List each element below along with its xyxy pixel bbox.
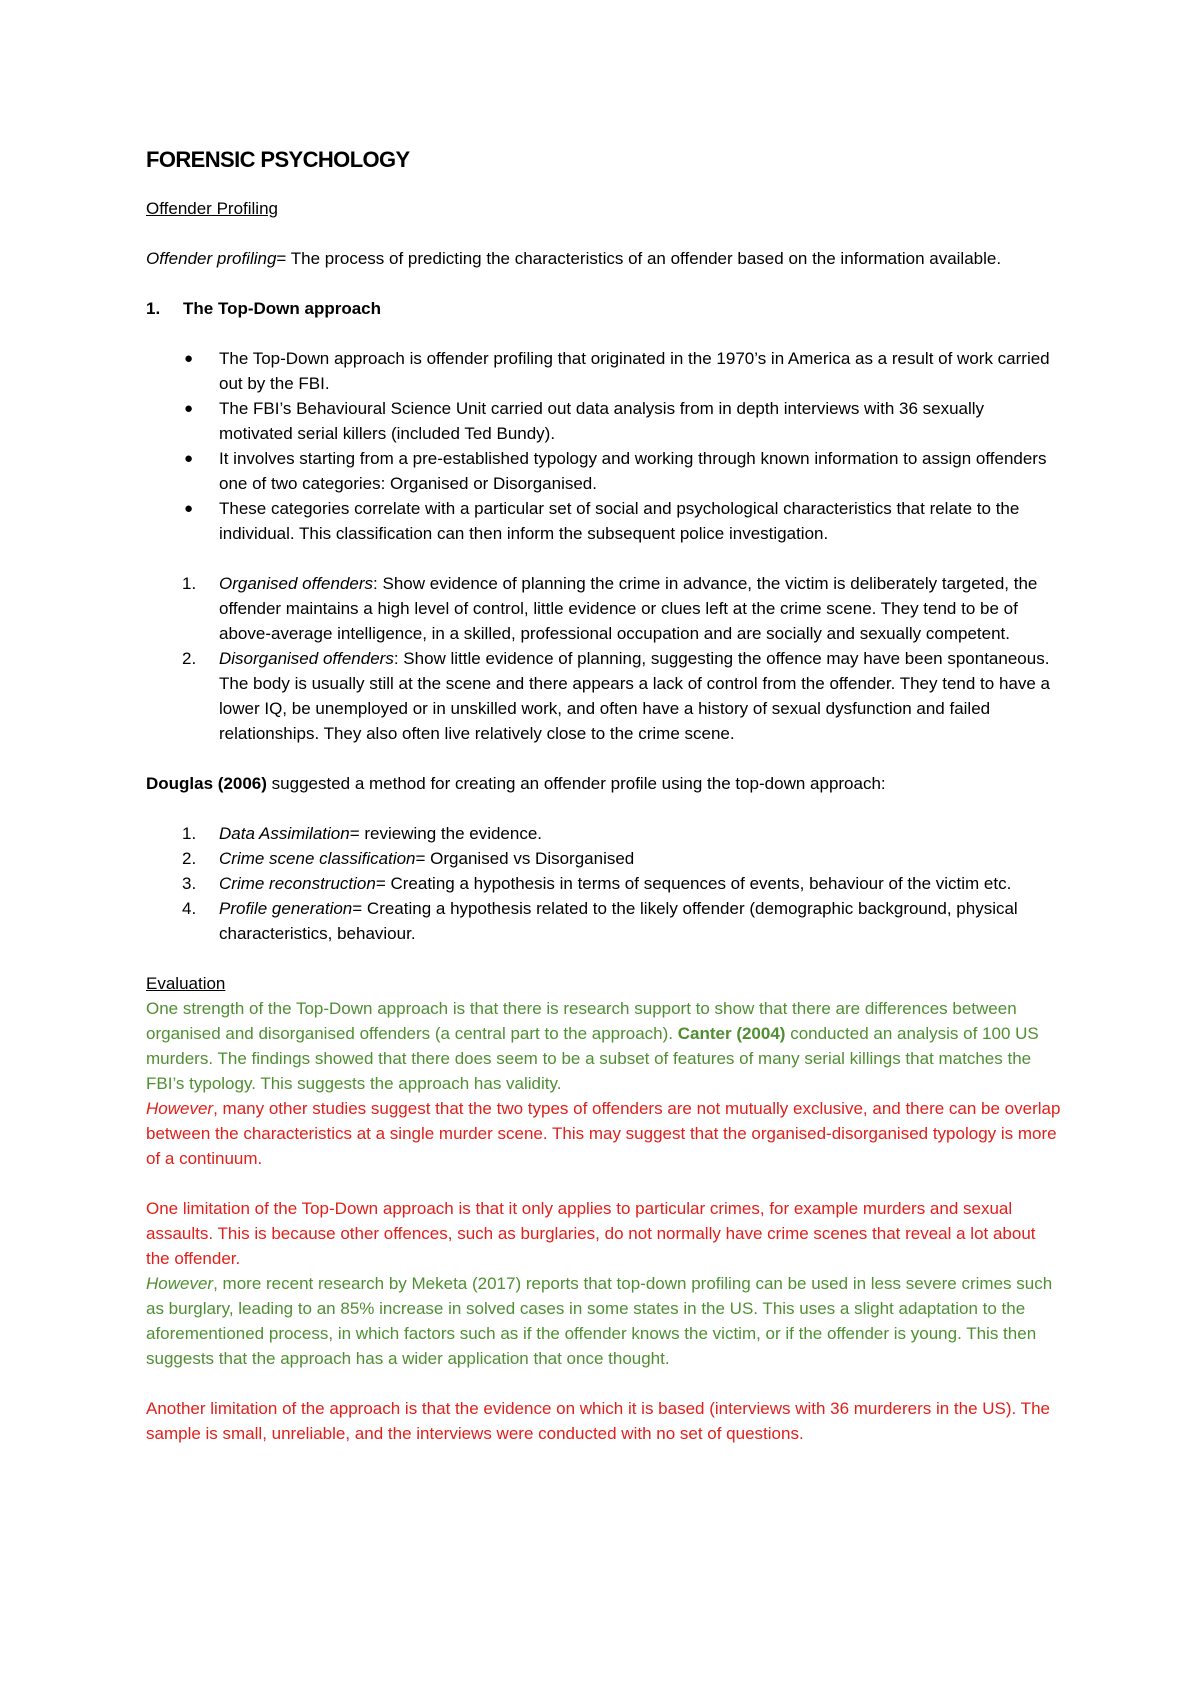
evaluation-strength-paragraph	[146, 996, 1061, 1096]
heading-number: 1.	[146, 299, 161, 318]
offender-type-item	[146, 646, 1061, 746]
document-page	[146, 146, 1061, 1446]
method-step-text: = reviewing the evidence.	[349, 824, 543, 843]
douglas-citation: Douglas (2006)	[146, 774, 267, 793]
item-number: 2.	[182, 649, 197, 668]
method-step-text: = Creating a hypothesis in terms of sequences of events, behaviour of the victim etc.	[375, 874, 1012, 893]
method-steps-list	[146, 821, 1061, 946]
bullet-item	[146, 446, 1061, 496]
bullet-text: The Top-Down approach is offender profiling that originated in the 1970’s in America as a result of work carried out by the FBI.	[219, 349, 1050, 393]
document-title: FORENSIC PSYCHOLOGY	[146, 147, 410, 172]
heading-label: The Top-Down approach	[183, 299, 382, 318]
definition-text: = The process of predicting the characteristics of an offender based on the information available.	[276, 249, 1002, 268]
item-number: 2.	[182, 849, 197, 868]
method-step-item	[146, 846, 1061, 871]
method-step-term: Data Assimilation	[219, 824, 350, 843]
method-step-item	[146, 896, 1061, 946]
bullet-icon: ●	[184, 450, 194, 467]
item-number: 3.	[182, 874, 197, 893]
however-word: However	[146, 1274, 214, 1293]
bullet-text: It involves starting from a pre-established typology and working through known information to assign offenders one of two categories: Organised or Disorganised.	[219, 449, 1047, 493]
evaluation-limitation-block	[146, 1196, 1061, 1371]
bullet-text: The FBI’s Behavioural Science Unit carried out data analysis from in depth interviews with 36 sexually motivated serial killers (included Ted Bundy).	[219, 399, 985, 443]
offender-type-text: : Show evidence of planning the crime in advance, the victim is deliberately targeted, the offender maintains a high level of control, little evidence or clues left at the crime scene. They tend to be of above-average intelligence, in a skilled, professional occupation and are socially and sexually competent.	[219, 574, 1038, 643]
evaluation-counterpoint-paragraph	[146, 1096, 1061, 1171]
definition-term: Offender profiling	[146, 249, 277, 268]
bullet-item	[146, 346, 1061, 396]
method-step-item	[146, 871, 1061, 896]
douglas-paragraph	[146, 771, 1061, 796]
method-step-term: Crime reconstruction	[219, 874, 376, 893]
strength-text-continued: conducted an analysis of 100 US murders. The findings showed that there does seem to be a subset of features of many serial killings that matches the FBI’s typology. This suggests the approach has validity.	[146, 1024, 1039, 1093]
however-word: However	[146, 1099, 214, 1118]
method-step-item	[146, 821, 1061, 846]
method-step-text: = Organised vs Disorganised	[415, 849, 635, 868]
item-number: 1.	[182, 574, 197, 593]
section-heading: Offender Profiling	[146, 199, 278, 218]
limitation-counterpoint-paragraph	[146, 1271, 1061, 1371]
bullet-icon: ●	[184, 400, 194, 417]
offender-type-item	[146, 571, 1061, 646]
counterpoint-text: , many other studies suggest that the two types of offenders are not mutually exclusive, and there can be overlap between the characteristics at a single murder scene. This may suggest that the organised-disorganised typology is more of a continuum.	[146, 1099, 1061, 1168]
strength-text: One strength of the Top-Down approach is that there is research support to show that there are differences between organised and disorganised offenders (a central part to the approach).	[146, 999, 1017, 1043]
bullet-text: These categories correlate with a particular set of social and psychological characteristics that relate to the individual. This classification can then inform the subsequent police investigation.	[219, 499, 1020, 543]
item-number: 4.	[182, 899, 197, 918]
limitation-paragraph: One limitation of the Top-Down approach is that it only applies to particular crimes, for example murders and sexual assaults. This is because other offences, such as burglaries, do not normally have crime scenes that reveal a lot about the offender.	[146, 1199, 1036, 1268]
method-step-text: = Creating a hypothesis related to the likely offender (demographic background, physical characteristics, behaviour.	[219, 899, 1018, 943]
bullet-item	[146, 396, 1061, 446]
bullet-list	[146, 346, 1061, 546]
offender-type-term: Disorganised offenders	[219, 649, 394, 668]
method-step-term: Crime scene classification	[219, 849, 416, 868]
method-step-term: Profile generation	[219, 899, 353, 918]
numbered-heading	[146, 296, 1061, 321]
canter-citation: Canter (2004)	[677, 1024, 786, 1043]
evaluation-section	[146, 971, 1061, 1171]
douglas-text: suggested a method for creating an offender profile using the top-down approach:	[266, 774, 886, 793]
limitation-counterpoint-text: , more recent research by Meketa (2017) reports that top-down profiling can be used in less severe crimes such as burglary, leading to an 85% increase in solved cases in some states in the US. This uses a slight adaptation to the aforementioned process, in which factors such as if the offender knows the victim, or if the offender is young. This then suggests that the approach has a wider application that once thought.	[146, 1274, 1053, 1368]
evaluation-heading: Evaluation	[146, 974, 226, 993]
second-limitation-paragraph: Another limitation of the approach is that the evidence on which it is based (interviews with 36 murderers in the US). The sample is small, unreliable, and the interviews were conducted with no set of questions.	[146, 1399, 1050, 1443]
item-number: 1.	[182, 824, 197, 843]
offender-type-term: Organised offenders	[219, 574, 374, 593]
offender-types-list	[146, 571, 1061, 746]
bullet-icon: ●	[184, 500, 194, 517]
definition-paragraph	[146, 246, 1061, 271]
offender-type-text: : Show little evidence of planning, suggesting the offence may have been spontaneous. The body is usually still at the scene and there appears a lack of control from the offender. They tend to have a lower IQ, be unemployed or in unskilled work, and often have a history of sexual dysfunction and failed relationships. They also often live relatively close to the crime scene.	[219, 649, 1050, 743]
bullet-icon: ●	[184, 350, 194, 367]
bullet-item	[146, 496, 1061, 546]
